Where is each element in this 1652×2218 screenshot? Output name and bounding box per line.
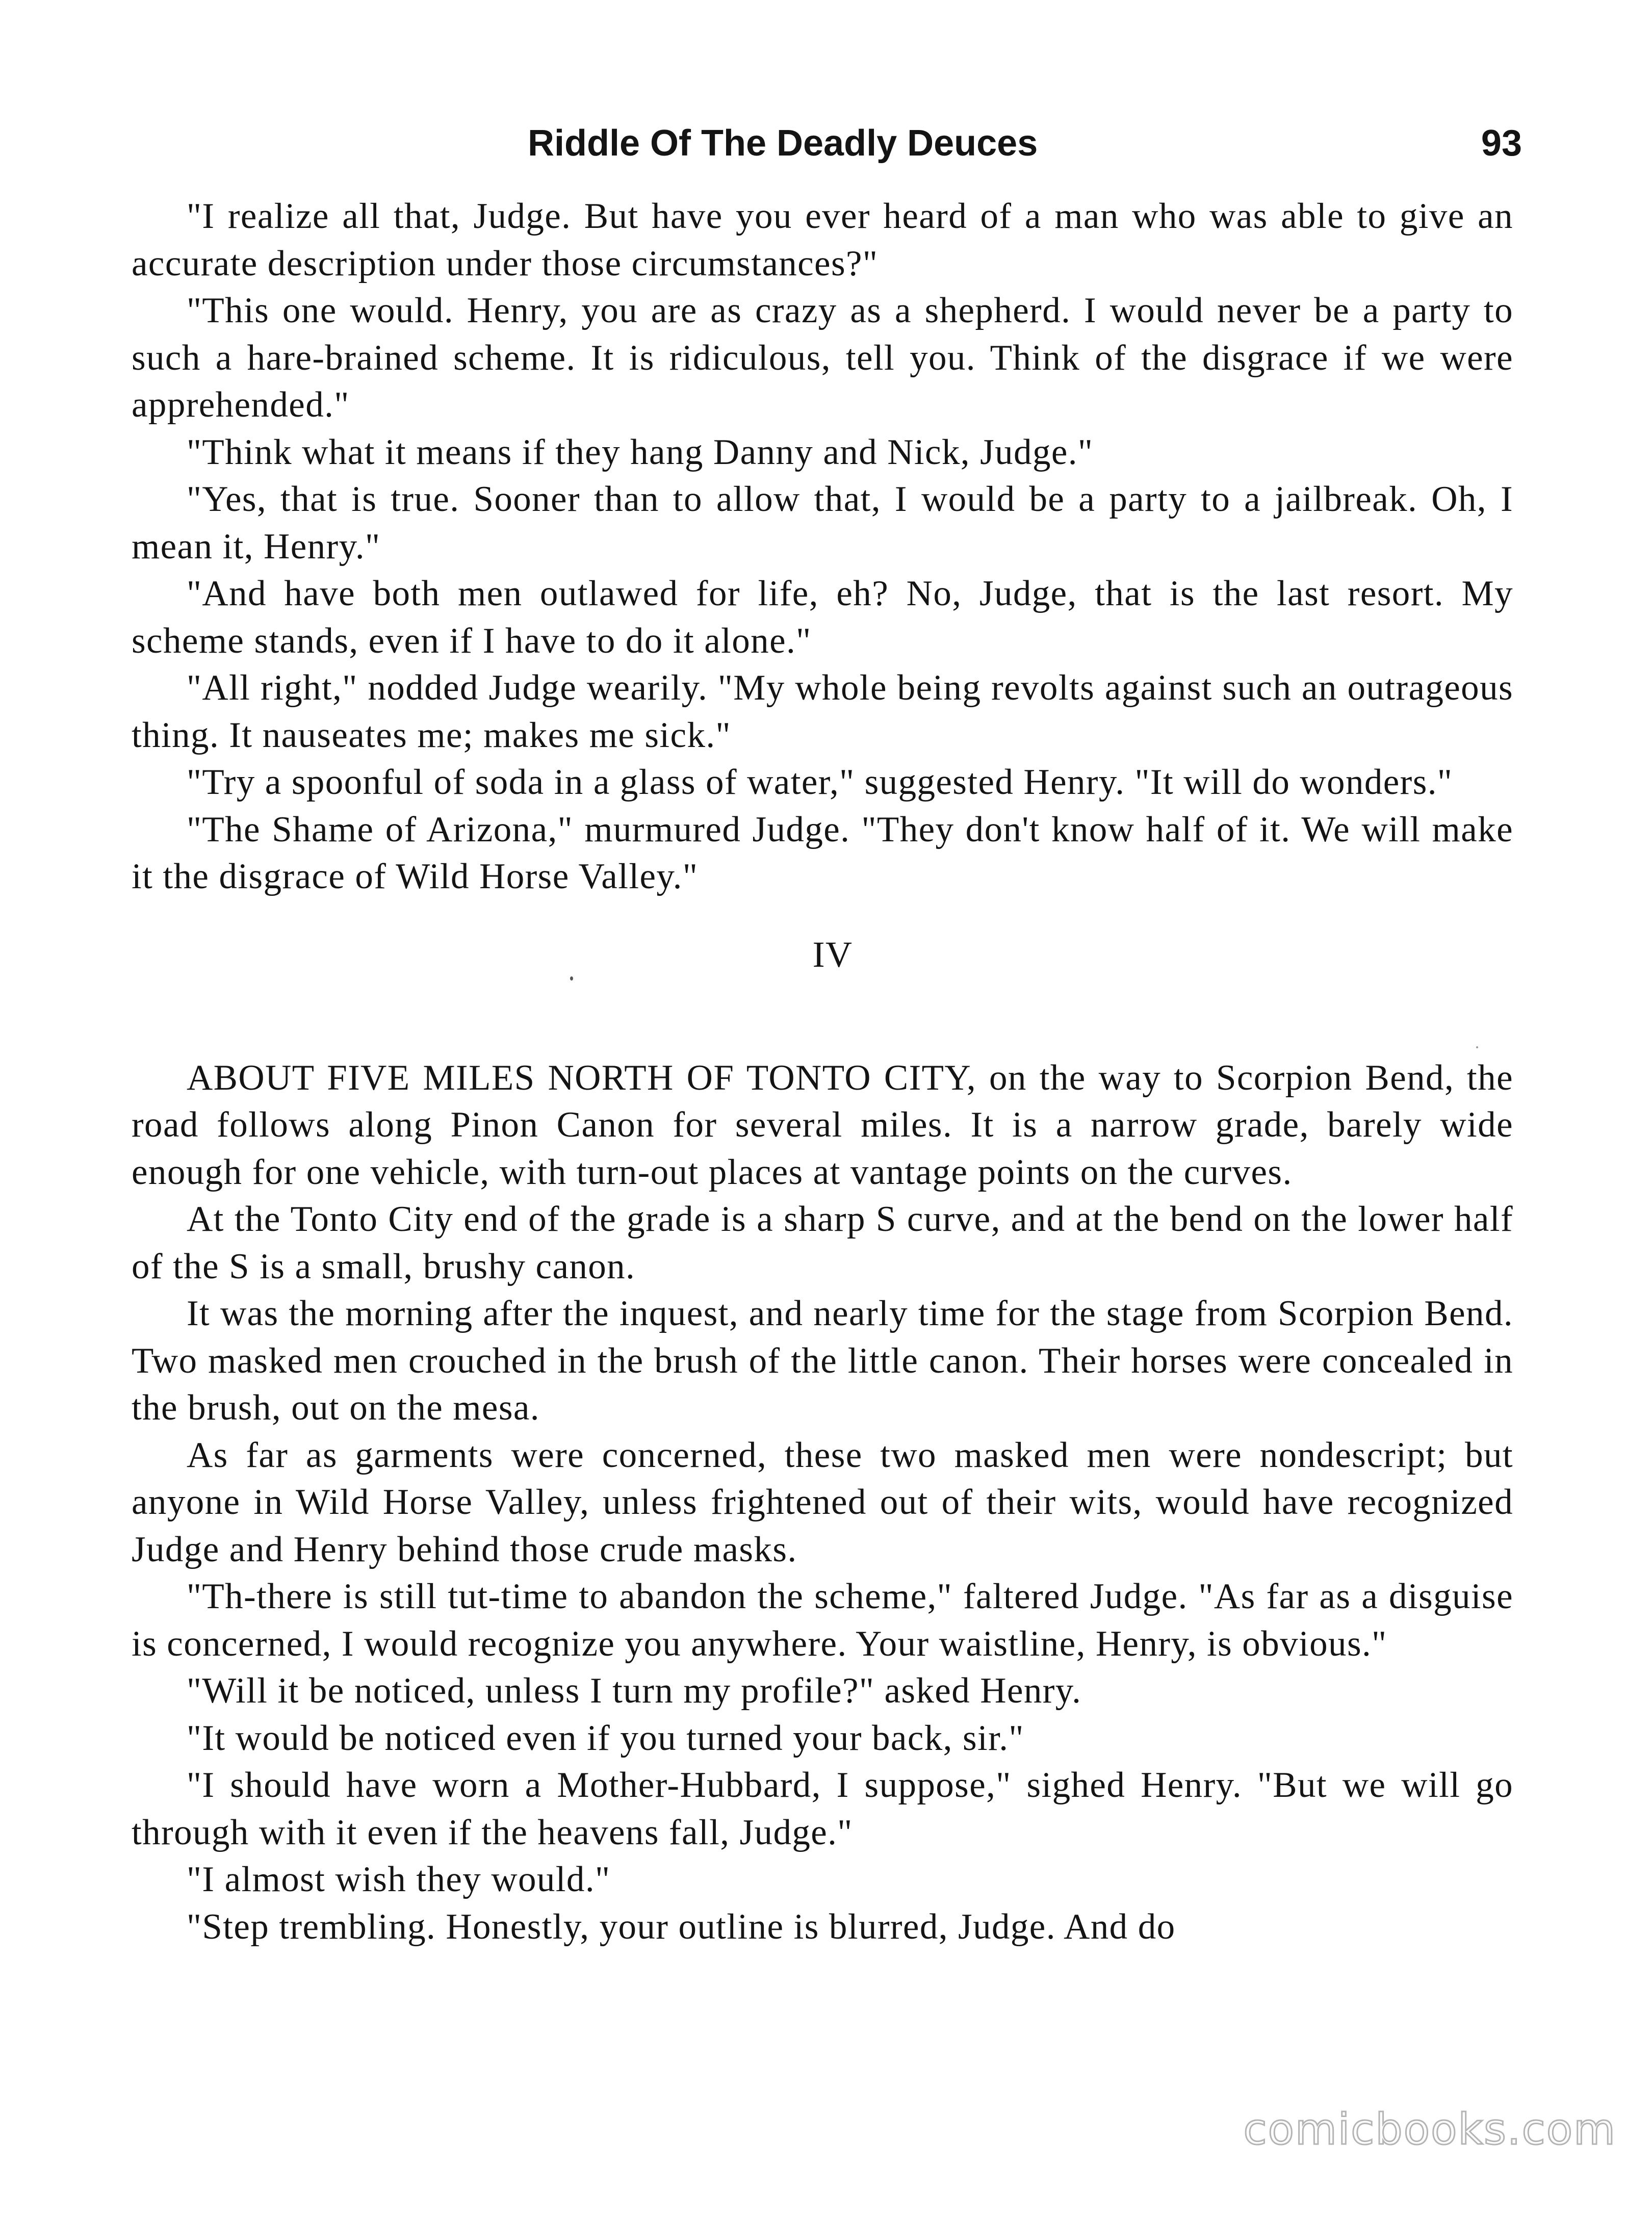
paragraph: At the Tonto City end of the grade is a sharp S curve, and at the bend on the lower half of the S is a small, brushy canon. (132, 1199, 1513, 1286)
paragraph: As far as garments were concerned, these two masked men were nondescript; but anyone in Wild Horse Valley, unless frightened out of their wits, would have recognized Judge and Henry behind those crude masks. (132, 1435, 1513, 1569)
running-title: Riddle Of The Deadly Deuces (528, 123, 1038, 164)
paragraph: "Yes, that is true. Sooner than to allow that, I would be a party to a jailbreak. Oh, I mean it, Henry." (132, 479, 1513, 566)
paragraph: "Think what it means if they hang Danny and Nick, Judge." (187, 432, 1094, 472)
ink-speck (570, 976, 573, 981)
ink-speck (1476, 1046, 1478, 1048)
paragraph: "I realize all that, Judge. But have you ever heard of a man who was able to give an accurate description under those circumstances?" (132, 196, 1513, 283)
section-heading: IV (812, 934, 853, 975)
paragraph: "I almost wish they would." (187, 1860, 611, 1899)
running-head (135, 122, 1522, 178)
body-text (132, 193, 1513, 1950)
paragraph: "Try a spoonful of soda in a glass of water," suggested Henry. "It will do wonders." (187, 762, 1453, 802)
paragraph: "I should have worn a Mother-Hubbard, I suppose," sighed Henry. "But we will go through with it even if the heavens fall, Judge." (132, 1765, 1513, 1852)
paragraph: ABOUT FIVE MILES NORTH OF TONTO CITY, on the way to Scorpion Bend, the road follows along Pinon Canon for several miles. It is a narrow grade, barely wide enough for one vehicle, with turn-out places at vantage points on the curves. (132, 1058, 1513, 1192)
paragraph: "All right," nodded Judge wearily. "My whole being revolts against such an outrageous thing. It nauseates me; makes me sick." (132, 668, 1513, 755)
paragraph: "It would be noticed even if you turned your back, sir." (187, 1718, 1024, 1758)
paragraph: It was the morning after the inquest, and nearly time for the stage from Scorpion Bend. Two masked men crouched in the brush of the little canon. Their horses were concealed in the brush, out on the mesa. (132, 1294, 1513, 1428)
paragraph: "Will it be noticed, unless I turn my profile?" asked Henry. (187, 1671, 1082, 1711)
paragraph: "Th-there is still tut-time to abandon the scheme," faltered Judge. "As far as a disguise is concerned, I would recognize you anywhere. Your waistline, Henry, is obvious." (132, 1577, 1513, 1664)
page-number: 93 (1481, 123, 1522, 164)
paragraph: "Step trembling. Honestly, your outline is blurred, Judge. And do (187, 1906, 1176, 1947)
paragraph: "This one would. Henry, you are as crazy as a shepherd. I would never be a party to such a hare-brained scheme. It is ridiculous, tell you. Think of the disgrace if we were apprehended." (132, 291, 1513, 425)
watermark: comicbooks.com (1243, 2104, 1616, 2154)
paragraph: "And have both men outlawed for life, eh? No, Judge, that is the last resort. My scheme stands, even if I have to do it alone." (132, 574, 1513, 661)
paragraph: "The Shame of Arizona," murmured Judge. "They don't know half of it. We will make it the disgrace of Wild Horse Valley." (132, 809, 1513, 896)
